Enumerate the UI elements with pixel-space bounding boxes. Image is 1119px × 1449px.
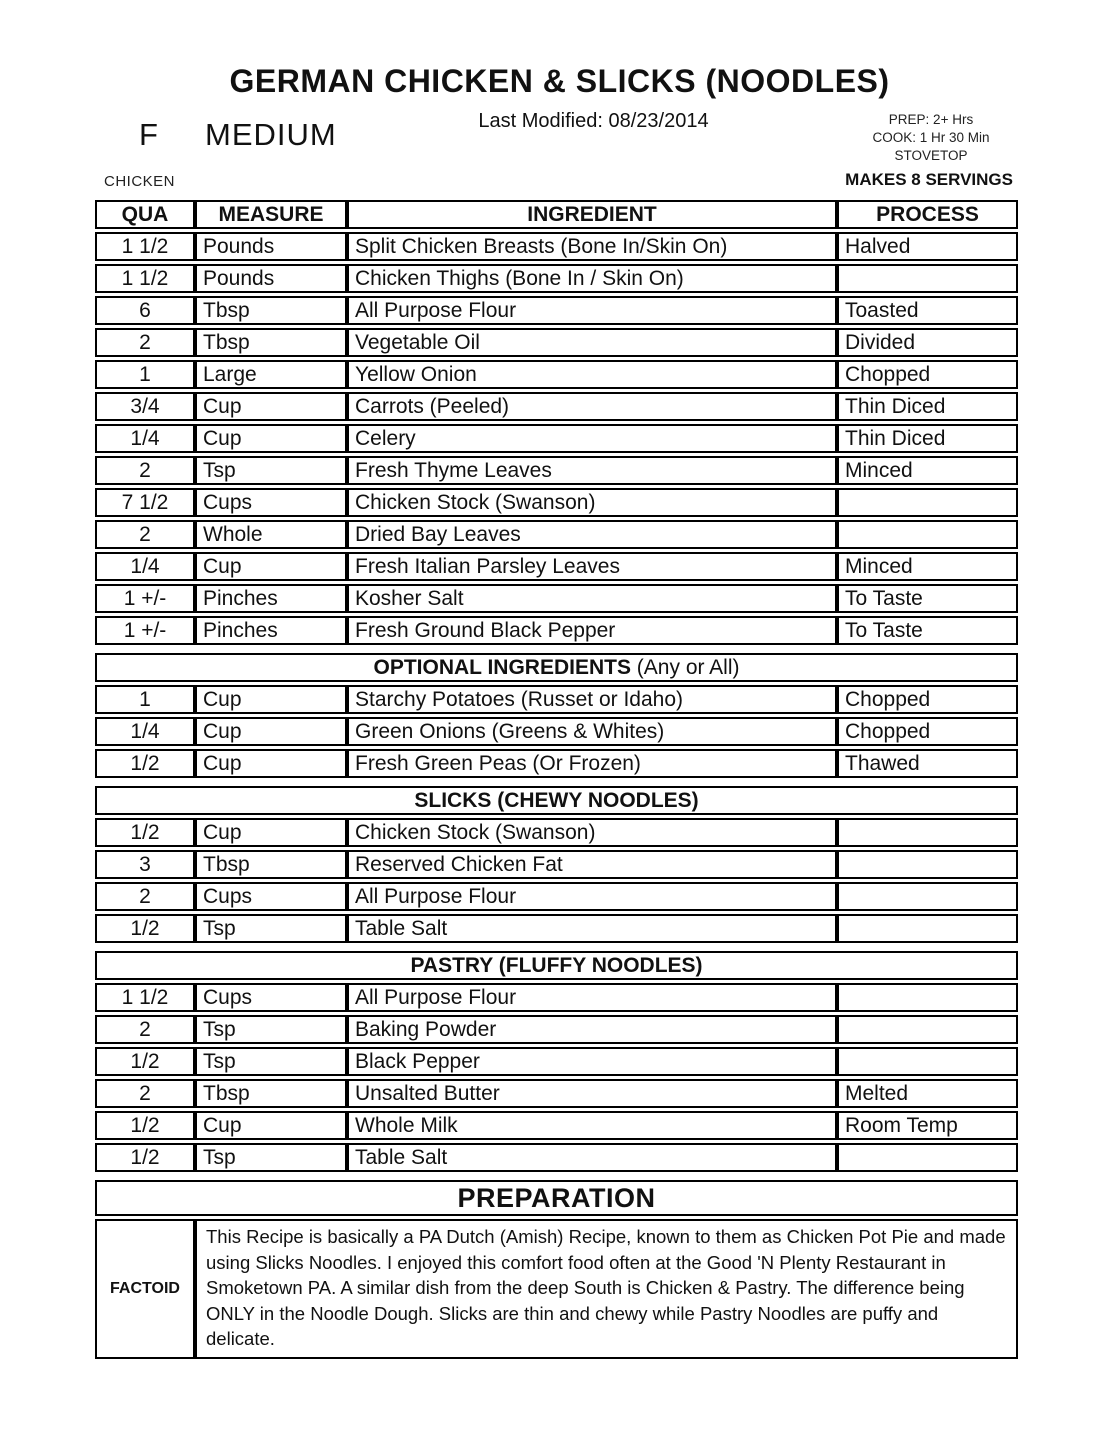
ingredient-row <box>95 584 1018 613</box>
servings-label: MAKES 8 SERVINGS <box>845 170 1013 189</box>
measure-cell: Tsp <box>195 1047 347 1076</box>
ingredient-cell: Fresh Thyme Leaves <box>347 456 837 485</box>
measure-cell: Cup <box>195 1111 347 1140</box>
ingredient-cell: Reserved Chicken Fat <box>347 850 837 879</box>
qua-cell: 1/4 <box>95 552 195 581</box>
measure-cell: Cup <box>195 818 347 847</box>
ingredient-cell: Starchy Potatoes (Russet or Idaho) <box>347 685 837 714</box>
last-modified: Last Modified: 08/23/2014 <box>478 110 709 132</box>
ingredient-row <box>95 520 1018 549</box>
measure-cell: Cup <box>195 749 347 778</box>
cook-method: STOVETOP <box>894 148 968 163</box>
ingredient-row <box>95 914 1018 943</box>
process-cell: Thin Diced <box>837 424 1018 453</box>
measure-cell: Tbsp <box>195 1079 347 1108</box>
qua-cell: 1 1/2 <box>95 983 195 1012</box>
ingredient-cell: Fresh Italian Parsley Leaves <box>347 552 837 581</box>
process-cell <box>837 520 1018 549</box>
ingredient-row <box>95 685 1018 714</box>
measure-cell: Cup <box>195 392 347 421</box>
process-cell <box>837 264 1018 293</box>
ingredient-cell: Unsalted Butter <box>347 1079 837 1108</box>
ingredient-cell: Baking Powder <box>347 1015 837 1044</box>
ingredient-row <box>95 296 1018 325</box>
ingredient-row <box>95 552 1018 581</box>
measure-cell: Tbsp <box>195 328 347 357</box>
section-title-suffix: (Any or All) <box>630 655 740 679</box>
ingredient-row <box>95 616 1018 645</box>
col-header-process: PROCESS <box>837 200 1018 229</box>
section-header-row <box>95 951 1018 980</box>
optional-ingredients-table <box>95 650 1018 781</box>
qua-cell: 2 <box>95 882 195 911</box>
process-cell <box>837 1143 1018 1172</box>
process-cell: Chopped <box>837 717 1018 746</box>
ingredient-cell: Whole Milk <box>347 1111 837 1140</box>
measure-cell: Tsp <box>195 1015 347 1044</box>
measure-cell: Pounds <box>195 264 347 293</box>
measure-cell: Cup <box>195 424 347 453</box>
measure-cell: Tsp <box>195 914 347 943</box>
prep-time: PREP: 2+ Hrs <box>888 112 974 127</box>
col-header-ingredient: INGREDIENT <box>347 200 837 229</box>
measure-cell: Cup <box>195 717 347 746</box>
qua-cell: 1 +/- <box>95 584 195 613</box>
qua-cell: 1/4 <box>95 424 195 453</box>
ingredient-row <box>95 717 1018 746</box>
process-cell <box>837 983 1018 1012</box>
ingredient-cell: Carrots (Peeled) <box>347 392 837 421</box>
section-title-pastry <box>95 951 1018 980</box>
measure-cell: Tsp <box>195 456 347 485</box>
process-cell: Minced <box>837 456 1018 485</box>
measure-cell: Tsp <box>195 1143 347 1172</box>
ingredient-cell: Black Pepper <box>347 1047 837 1076</box>
ingredient-row <box>95 1047 1018 1076</box>
qua-cell: 1/2 <box>95 1143 195 1172</box>
qua-cell: 1/2 <box>95 749 195 778</box>
ingredient-row <box>95 882 1018 911</box>
process-cell <box>837 850 1018 879</box>
qua-cell: 1 1/2 <box>95 232 195 261</box>
qua-cell: 3/4 <box>95 392 195 421</box>
ingredient-cell: Dried Bay Leaves <box>347 520 837 549</box>
ingredient-cell: Kosher Salt <box>347 584 837 613</box>
process-cell <box>837 1047 1018 1076</box>
ingredient-cell: Split Chicken Breasts (Bone In/Skin On) <box>347 232 837 261</box>
ingredient-cell: All Purpose Flour <box>347 983 837 1012</box>
recipe-title: GERMAN CHICKEN & SLICKS (NOODLES) <box>229 63 890 99</box>
ingredient-row <box>95 1015 1018 1044</box>
ingredient-cell: Yellow Onion <box>347 360 837 389</box>
measure-cell: Pounds <box>195 232 347 261</box>
ingredient-row <box>95 818 1018 847</box>
section-title-slicks <box>95 786 1018 815</box>
process-cell: Melted <box>837 1079 1018 1108</box>
measure-cell: Cup <box>195 552 347 581</box>
ingredient-row <box>95 392 1018 421</box>
ingredient-row <box>95 328 1018 357</box>
qua-cell: 6 <box>95 296 195 325</box>
ingredient-cell: Celery <box>347 424 837 453</box>
preparation-title: PREPARATION <box>95 1180 1018 1216</box>
measure-cell: Cups <box>195 983 347 1012</box>
measure-cell: Tbsp <box>195 850 347 879</box>
table-header-row <box>95 200 1018 229</box>
measure-cell: Whole <box>195 520 347 549</box>
process-cell <box>837 1015 1018 1044</box>
measure-cell: Pinches <box>195 616 347 645</box>
process-cell: Thawed <box>837 749 1018 778</box>
ingredient-cell: Fresh Green Peas (Or Frozen) <box>347 749 837 778</box>
process-cell: Toasted <box>837 296 1018 325</box>
measure-cell: Cups <box>195 488 347 517</box>
qua-cell: 2 <box>95 1015 195 1044</box>
ingredient-row <box>95 424 1018 453</box>
measure-cell: Cups <box>195 882 347 911</box>
ingredient-cell: Green Onions (Greens & Whites) <box>347 717 837 746</box>
section-title-bold: SLICKS (CHEWY NOODLES) <box>414 788 699 812</box>
ingredient-cell: All Purpose Flour <box>347 296 837 325</box>
section-title-optional <box>95 653 1018 682</box>
ingredient-cell: Vegetable Oil <box>347 328 837 357</box>
ingredient-row <box>95 1079 1018 1108</box>
section-title-bold: OPTIONAL INGREDIENTS <box>373 655 631 679</box>
process-cell: Divided <box>837 328 1018 357</box>
ingredient-cell: Chicken Stock (Swanson) <box>347 488 837 517</box>
ingredient-row <box>95 232 1018 261</box>
ingredient-row <box>95 1111 1018 1140</box>
time-info-block <box>845 111 1017 165</box>
preparation-table <box>95 1177 1018 1362</box>
pastry-noodles-table <box>95 948 1018 1175</box>
factoid-row <box>95 1219 1018 1359</box>
qua-cell: 1 +/- <box>95 616 195 645</box>
ingredient-cell: Table Salt <box>347 1143 837 1172</box>
ingredient-cell: Chicken Thighs (Bone In / Skin On) <box>347 264 837 293</box>
col-header-qua: QUA <box>95 200 195 229</box>
process-cell <box>837 882 1018 911</box>
ingredient-row <box>95 850 1018 879</box>
qua-cell: 2 <box>95 520 195 549</box>
category-label: CHICKEN <box>104 173 176 190</box>
qua-cell: 3 <box>95 850 195 879</box>
process-cell: To Taste <box>837 616 1018 645</box>
measure-cell: Cup <box>195 685 347 714</box>
process-cell <box>837 818 1018 847</box>
process-cell: Chopped <box>837 360 1018 389</box>
ingredient-row <box>95 983 1018 1012</box>
process-cell: Room Temp <box>837 1111 1018 1140</box>
main-ingredients-table <box>95 197 1018 648</box>
preparation-header-row <box>95 1180 1018 1216</box>
document-header <box>0 0 1119 197</box>
measure-cell: Large <box>195 360 347 389</box>
qua-cell: 1/2 <box>95 1111 195 1140</box>
process-cell: Thin Diced <box>837 392 1018 421</box>
process-cell <box>837 914 1018 943</box>
qua-cell: 1 <box>95 360 195 389</box>
ingredient-cell: All Purpose Flour <box>347 882 837 911</box>
ingredient-row <box>95 488 1018 517</box>
process-cell: Halved <box>837 232 1018 261</box>
slicks-noodles-table <box>95 783 1018 946</box>
section-header-row <box>95 786 1018 815</box>
ingredient-row <box>95 360 1018 389</box>
ingredient-row <box>95 1143 1018 1172</box>
ingredient-row <box>95 456 1018 485</box>
qua-cell: 7 1/2 <box>95 488 195 517</box>
qua-cell: 1/4 <box>95 717 195 746</box>
index-letter: F <box>139 117 158 152</box>
qua-cell: 1 1/2 <box>95 264 195 293</box>
ingredient-row <box>95 264 1018 293</box>
col-header-measure: MEASURE <box>195 200 347 229</box>
measure-cell: Tbsp <box>195 296 347 325</box>
qua-cell: 1/2 <box>95 914 195 943</box>
process-cell: To Taste <box>837 584 1018 613</box>
ingredient-cell: Chicken Stock (Swanson) <box>347 818 837 847</box>
cook-time: COOK: 1 Hr 30 Min <box>872 130 990 145</box>
section-title-bold: PASTRY (FLUFFY NOODLES) <box>410 953 703 977</box>
qua-cell: 1/2 <box>95 818 195 847</box>
process-cell: Minced <box>837 552 1018 581</box>
qua-cell: 2 <box>95 456 195 485</box>
factoid-text: This Recipe is basically a PA Dutch (Amish) Recipe, known to them as Chicken Pot Pie and made using Slicks Noodles. I enjoyed this comfort food often at the Good 'N Plenty Restaurant in Smoketown PA. A similar dish from the deep South is Chicken & Pastry. The difference being ONLY in the Noodle Dough. Slicks are thin and chewy while Pastry Noodles are puffy and delicate. <box>195 1219 1018 1359</box>
qua-cell: 1/2 <box>95 1047 195 1076</box>
process-cell: Chopped <box>837 685 1018 714</box>
qua-cell: 1 <box>95 685 195 714</box>
ingredient-row <box>95 749 1018 778</box>
qua-cell: 2 <box>95 1079 195 1108</box>
process-cell <box>837 488 1018 517</box>
difficulty-label: MEDIUM <box>205 117 337 152</box>
section-header-row <box>95 653 1018 682</box>
measure-cell: Pinches <box>195 584 347 613</box>
ingredient-cell: Table Salt <box>347 914 837 943</box>
ingredient-cell: Fresh Ground Black Pepper <box>347 616 837 645</box>
factoid-label: FACTOID <box>95 1219 195 1359</box>
qua-cell: 2 <box>95 328 195 357</box>
